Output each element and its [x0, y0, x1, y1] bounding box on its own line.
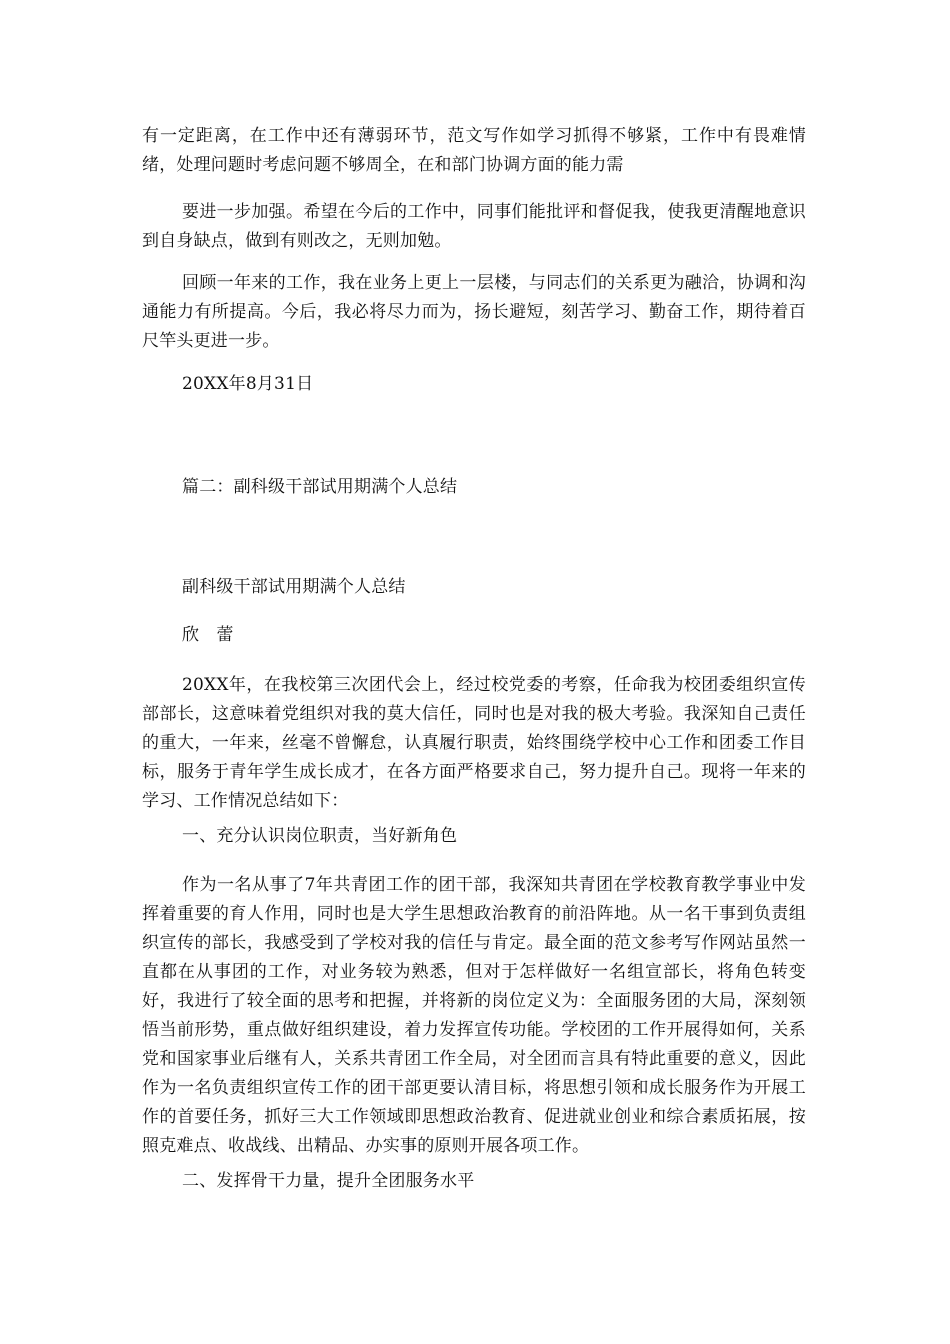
paragraph-improvement: 要进一步加强。希望在今后的工作中，同事们能批评和督促我，使我更清醒地意识到自身缺点，做到有则改之，无则加勉。	[142, 202, 806, 251]
paragraph-review: 回顾一年来的工作，我在业务上更上一层楼，与同志们的关系更为融洽，协调和沟通能力有所提高。今后，我必将尽力而为，扬长避短，刻苦学习、勤奋工作，期待着百尺竿头更进一步。	[142, 273, 806, 351]
document-title: 副科级干部试用期满个人总结	[182, 577, 406, 597]
subheading-two: 二、发挥骨干力量，提升全团服务水平	[182, 1171, 475, 1191]
paragraph-continued: 有一定距离，在工作中还有薄弱环节，范文写作如学习抓得不够紧，工作中有畏难情绪，处理问题时考虑问题不够周全，在和部门协调方面的能力需	[142, 126, 806, 175]
subheading-one: 一、充分认识岗位职责，当好新角色	[182, 826, 458, 846]
paragraph-role: 作为一名从事了7年共青团工作的团干部，我深知共青团在学校教育教学事业中发挥着重要的育人作用，同时也是大学生思想政治教育的前沿阵地。从一名干事到负责组织宣传的部长，我感受到了学校对我的信任与肯定。最全面的范文参考写作网站虽然一直都在从事团的工作，对业务较为熟悉，但对于怎样做好一名组宣部长，将角色转变好，我进行了较全面的思考和把握，并将新的岗位定义为：全面服务团的大局，深刻领悟当前形势，重点做好组织建设，着力发挥宣传功能。学校团的工作开展得如何，关系党和国家事业后继有人，关系共青团工作全局，对全团而言具有特此重要的意义，因此作为一名负责组织宣传工作的团干部更要认清目标，将思想引领和成长服务作为开展工作的首要任务，抓好三大工作领域即思想政治教育、促进就业创业和综合素质拓展，按照克难点、收战线、出精品、办实事的原则开展各项工作。	[142, 875, 806, 1156]
author-name: 欣 蕾	[182, 625, 234, 645]
date-line: 20XX年8月31日	[182, 374, 314, 394]
section-heading: 篇二：副科级干部试用期满个人总结	[182, 477, 458, 497]
paragraph-intro: 20XX年，在我校第三次团代会上，经过校党委的考察，任命我为校团委组织宣传部部长，这意味着党组织对我的莫大信任，同时也是对我的极大考验。我深知自己责任的重大，一年来，丝毫不曾懈怠，认真履行职责，始终围绕学校中心工作和团委工作目标，服务于青年学生成长成才，在各方面严格要求自己，努力提升自己。现将一年来的学习、工作情况总结如下：	[142, 675, 806, 811]
